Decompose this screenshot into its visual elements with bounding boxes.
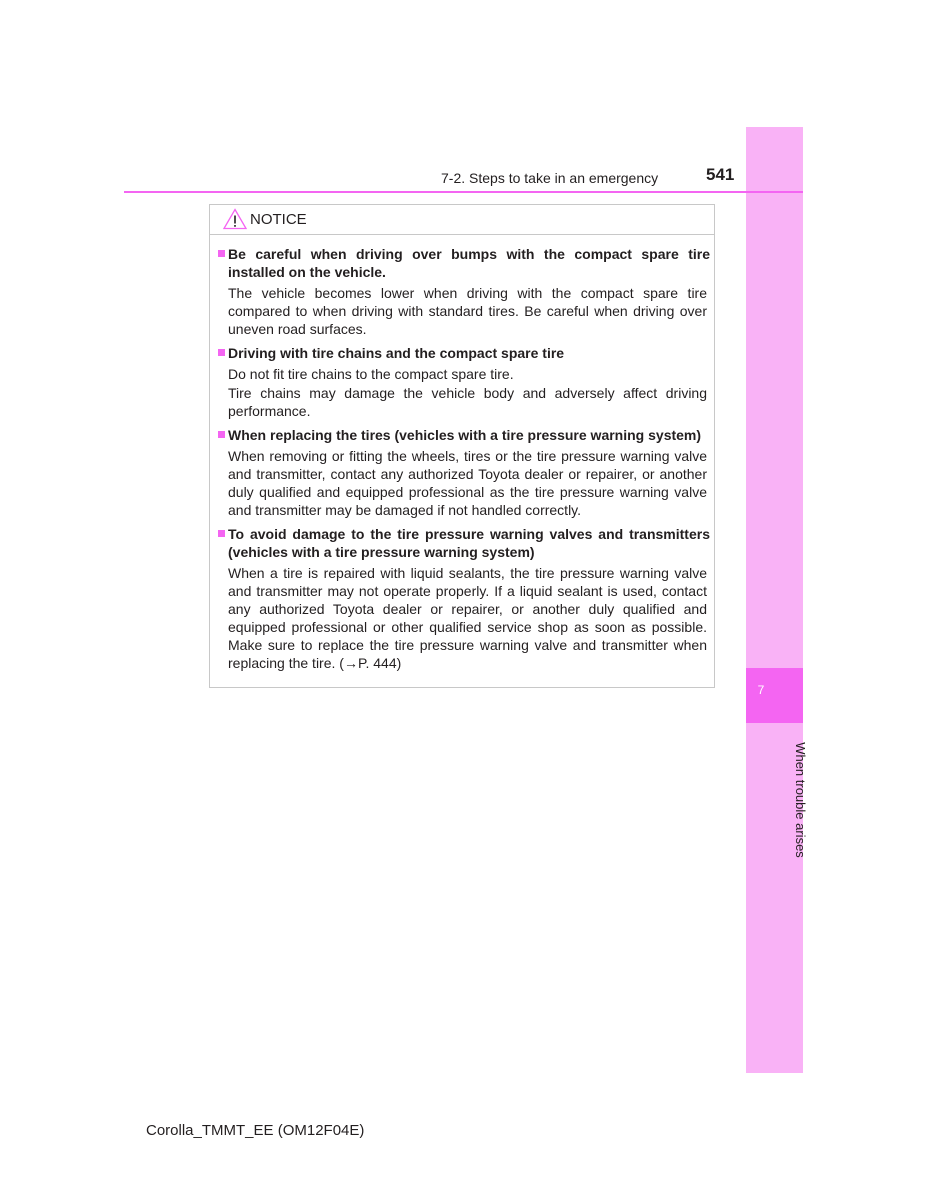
chapter-title: When trouble arises [793,742,808,858]
notice-item-heading-text: When replacing the tires (vehicles with a tire pressure warning system) [228,427,702,443]
notice-item-heading-text: Be careful when driving over bumps with the compact spare tire installed on the vehicle. [228,246,710,280]
notice-header [210,205,714,235]
square-bullet-icon [218,250,225,257]
notice-box [209,204,715,688]
notice-item-paragraph: When a tire is repaired with liquid sealants, the tire pressure warning valve and transmitter may not operate properly. If a liquid sealant is used, contact any authorized Toyota dealer or repairer, or another duly qualified and equipped professional or other qualified service shop as soon as possible. Make sure to replace the tire pressure warning valve and transmitter when replacing the tire. (→P. 444) [228,565,707,671]
notice-item-heading [218,245,710,281]
footer-document-code: Corolla_TMMT_EE (OM12F04E) [146,1122,365,1139]
notice-label: NOTICE [250,211,307,228]
notice-item [218,426,710,519]
notice-item [218,525,710,672]
page-number: 541 [706,165,735,184]
notice-item [218,344,710,420]
notice-item-paragraph: When removing or fitting the wheels, tires or the tire pressure warning valve and transmitter, contact any authorized Toyota dealer or repairer, or another duly qualified and equipped professional as the tire pressure warning valve and transmitter may be damaged if not handled correctly. [228,448,707,518]
notice-item-paragraph: The vehicle becomes lower when driving with the compact spare tire compared to when driving with standard tires. Be careful when driving over uneven road surfaces. [228,285,707,337]
notice-item-paragraph: Do not fit tire chains to the compact spare tire. [228,366,514,382]
warning-triangle-icon [223,208,247,230]
notice-item-paragraph: Tire chains may damage the vehicle body and adversely affect driving performance. [228,385,707,419]
header-rule [124,191,803,193]
notice-body [210,235,714,672]
notice-item-heading [218,426,710,444]
section-title: 7-2. Steps to take in an emergency [441,170,659,186]
chapter-side-tab [746,127,803,1073]
notice-item-heading [218,525,710,561]
notice-item-heading-text: To avoid damage to the tire pressure warning valves and transmitters (vehicles with a tire pressure warning system) [228,526,710,560]
notice-item-heading-text: Driving with tire chains and the compact spare tire [228,345,565,361]
square-bullet-icon [218,431,225,438]
square-bullet-icon [218,530,225,537]
notice-item [218,245,710,338]
chapter-number: 7 [757,683,765,697]
notice-item-heading [218,344,710,362]
square-bullet-icon [218,349,225,356]
